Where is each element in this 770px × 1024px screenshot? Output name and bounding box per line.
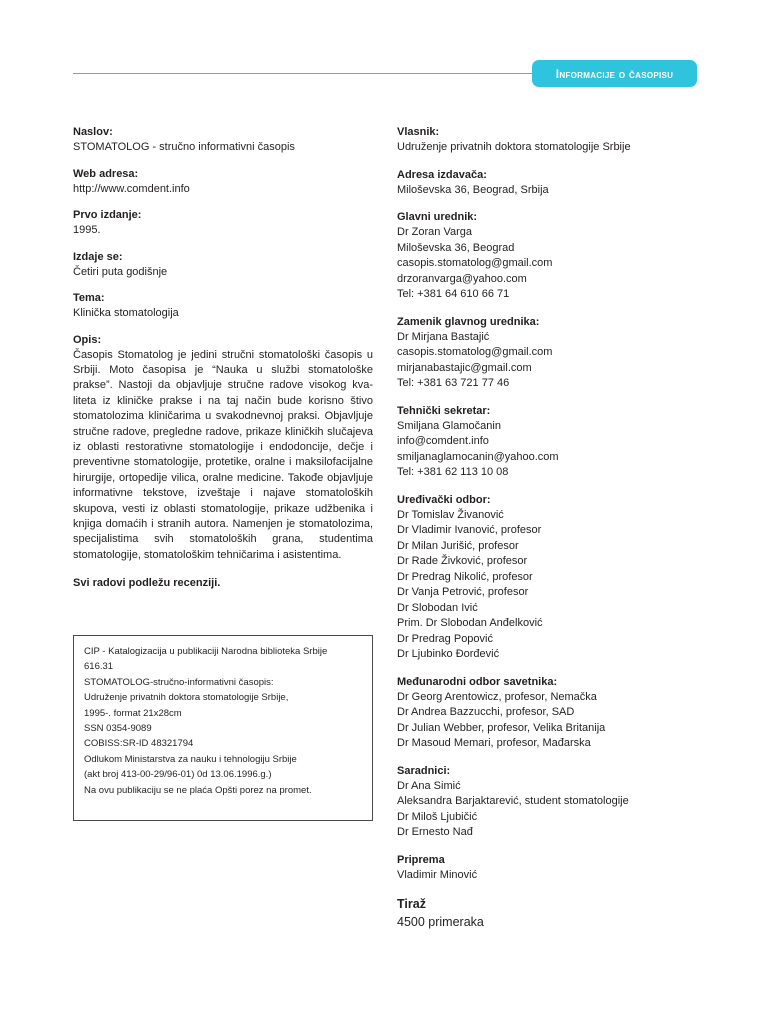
cip-line: Na ovu publikaciju se ne plaća Opšti porez na promet. [84, 784, 312, 796]
tiraz-label: Tiraž [397, 897, 426, 911]
advisor: Dr Julian Webber, profesor, Velika Britanija [397, 721, 606, 734]
section-title-badge [532, 60, 697, 87]
deputy-email-link[interactable]: casopis.stomatolog@gmail.com [397, 346, 553, 358]
board-member: Dr Ljubinko Đorđević [397, 648, 500, 660]
cip-line: (akt broj 413-00-29/96-01) 0d 13.06.1996.g.) [84, 769, 272, 781]
editor-email-link[interactable]: drzoranvarga@yahoo.com [397, 272, 527, 285]
board-member: Dr Slobodan Ivić [397, 601, 478, 614]
web-label: Web adresa: [73, 167, 139, 180]
header-rule [73, 73, 543, 74]
prvo-izdanje-section [73, 208, 373, 239]
board-member: Dr Vladimir Ivanović, profesor [397, 524, 542, 536]
opis-section [73, 333, 373, 564]
priprema-label: Priprema [397, 853, 445, 866]
secretary-email-link[interactable]: smiljanaglamocanin@yahoo.com [397, 450, 559, 463]
cip-line: COBISS:SR-ID 48321794 [84, 738, 194, 750]
medjunarodni-section [397, 675, 697, 752]
tiraz-section [397, 895, 697, 931]
secretary-phone: Tel: +381 62 113 10 08 [397, 466, 509, 478]
tema-label: Tema: [73, 292, 105, 304]
adresa-label: Adresa izdavača: [397, 168, 487, 181]
cip-line: 1995-. format 21x28cm [84, 707, 182, 719]
odbor-label: Uređivački odbor: [397, 493, 491, 506]
board-member: Dr Vanja Petrović, profesor [397, 586, 529, 598]
naslov-value: STOMATOLOG - stručno informativni časopis [73, 141, 295, 153]
naslov-label: Naslov: [73, 126, 113, 138]
glavni-urednik-label: Glavni urednik: [397, 211, 478, 223]
prvo-izdanje-value: 1995. [73, 224, 101, 236]
cip-line: Udruženje privatnih doktora stomatologije Srbije, [84, 692, 289, 704]
cip-line: CIP - Katalogizacija u publikaciji Narodna biblioteka Srbije [84, 646, 328, 657]
sekretar-label: Tehnički sekretar: [397, 404, 491, 417]
vlasnik-section [397, 125, 697, 156]
tiraz-value: 4500 primeraka [397, 915, 484, 929]
section-title: Informacije o časopisu [555, 66, 674, 81]
opis-label: Opis: [73, 333, 102, 346]
right-column [397, 125, 697, 943]
deputy-phone: Tel: +381 63 721 77 46 [397, 377, 510, 389]
advisor: Dr Masoud Memari, profesor, Mađarska [397, 737, 591, 749]
web-link[interactable]: http://www.comdent.info [73, 182, 190, 195]
saradnici-section [397, 764, 697, 841]
odbor-section [397, 493, 697, 663]
board-member: Dr Milan Jurišić, profesor [397, 539, 519, 552]
editor-phone: Tel: +381 64 610 66 71 [397, 288, 510, 300]
left-column [73, 125, 373, 589]
cip-line: 616.31 [84, 661, 114, 673]
opis-text: Časopis Stomatolog je jedini stručni stomatološki časopis u Srbiji. Moto časopisa je “Nauka u službi stomatološke prakse”. Nastoji da objavljuje stručne radove visokog kvaliteta iz kliničke prakse i na taj način bude korisno štivo stomatolozima kliničarima u svakodnevnoj praksi. Objavljuje stručne radove, pregledne radove, prikaze kliničkih slučajeva iz oblasti restorativne stomatologije i endodoncije, dečje i preventivne stomatologije, protetike, oralne i maksilofacijalne hirurgije, ortopedije vilica, oralne medicine. Takođe objavljuje informativne tekstove, izveštaje i najave stomatoloških skupova, vesti iz oblasti stomatologije, prikaze udžbenika i knjiga domaćih i stranih autora. Namenjen je stomatolozima, specijalistima svih stomatoloških grana, studentima stomatologije, stomatološkim tehničarima i asistentima. [73, 348, 373, 561]
advisor: Dr Andrea Bazzucchi, profesor, SAD [397, 706, 575, 718]
glavni-urednik-section [397, 210, 697, 303]
cip-box [73, 635, 373, 821]
vlasnik-value: Udruženje privatnih doktora stomatologije Srbije [397, 141, 631, 153]
prvo-izdanje-label: Prvo izdanje: [73, 209, 142, 221]
naslov-section [73, 125, 373, 156]
editor-address: Miloševska 36, Beograd [397, 241, 515, 254]
cip-line: SSN 0354-9089 [84, 723, 152, 735]
board-member: Dr Predrag Popović [397, 632, 493, 645]
collaborator: Dr Ana Simić [397, 779, 461, 792]
secretary-email-link[interactable]: info@comdent.info [397, 435, 489, 447]
vlasnik-label: Vlasnik: [397, 126, 440, 138]
collaborator: Dr Ernesto Nađ [397, 826, 473, 838]
sekretar-section [397, 404, 697, 481]
izdaje-se-section [73, 250, 373, 281]
editor-email-link[interactable]: casopis.stomatolog@gmail.com [397, 257, 553, 269]
board-member: Dr Tomislav Živanović [397, 508, 504, 521]
collaborator: Aleksandra Barjaktarević, student stomatologije [397, 795, 629, 807]
priprema-value: Vladimir Minović [397, 868, 478, 881]
zamenik-section [397, 315, 697, 392]
priprema-section [397, 853, 697, 884]
deputy-email-link[interactable]: mirjanabastajic@gmail.com [397, 361, 532, 374]
izdaje-se-label: Izdaje se: [73, 250, 123, 263]
board-member: Dr Predrag Nikolić, profesor [397, 570, 533, 583]
medjunarodni-label: Međunarodni odbor savetnika: [397, 675, 558, 688]
review-note: Svi radovi podležu recenziji. [73, 577, 221, 590]
board-member: Dr Rade Živković, profesor [397, 555, 528, 567]
cip-line: STOMATOLOG-stručno-informativni časopis: [84, 676, 274, 688]
board-member: Prim. Dr Slobodan Anđelković [397, 617, 543, 629]
deputy-name: Dr Mirjana Bastajić [397, 330, 490, 343]
collaborator: Dr Miloš Ljubičić [397, 810, 478, 823]
web-section [73, 167, 373, 198]
adresa-section [397, 168, 697, 199]
cip-line: Odlukom Ministarstva za nauku i tehnologiju Srbije [84, 753, 297, 765]
zamenik-label: Zamenik glavnog urednika: [397, 315, 540, 328]
editor-name: Dr Zoran Varga [397, 226, 472, 238]
tema-value: Klinička stomatologija [73, 307, 179, 319]
advisor: Dr Georg Arentowicz, profesor, Nemačka [397, 690, 597, 703]
izdaje-se-value: Četiri puta godišnje [73, 265, 168, 278]
tema-section [73, 291, 373, 322]
secretary-name: Smiljana Glamočanin [397, 419, 501, 432]
saradnici-label: Saradnici: [397, 764, 451, 777]
adresa-value: Miloševska 36, Beograd, Srbija [397, 183, 549, 196]
